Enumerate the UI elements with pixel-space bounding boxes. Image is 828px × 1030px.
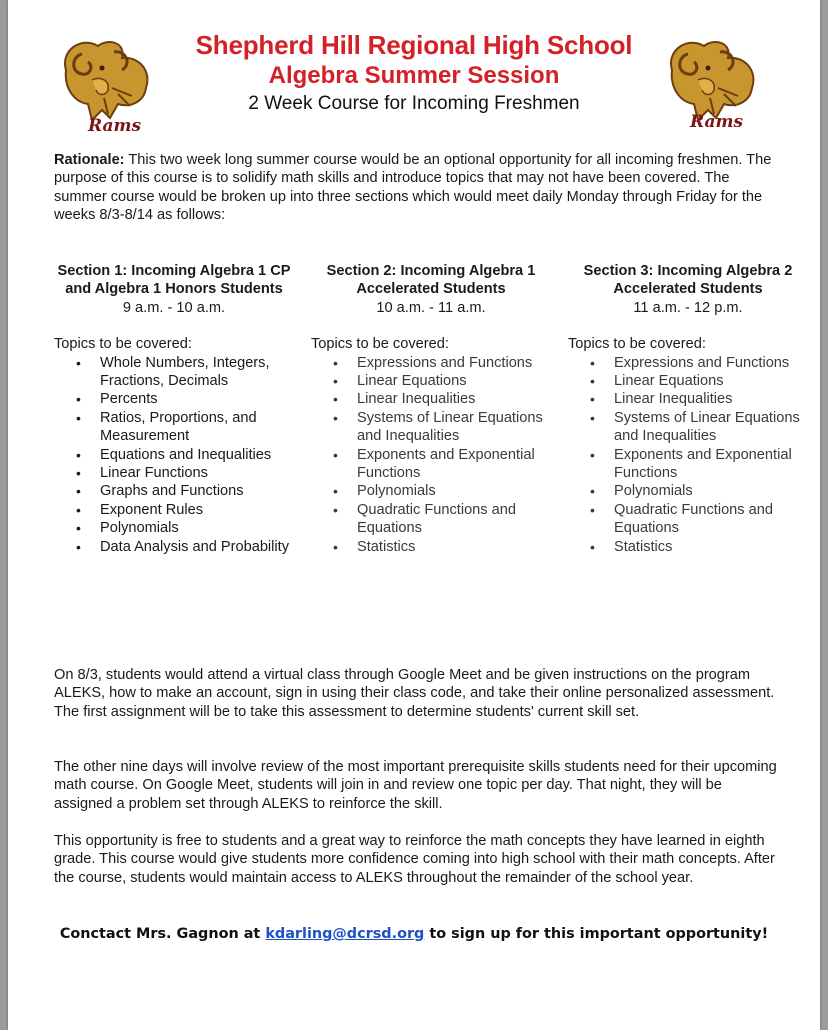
topic-item: • Expressions and Functions: [309, 354, 553, 372]
topic-item: • Polynomials: [309, 482, 553, 500]
document-page: [8, 0, 820, 1030]
contact-line: [8, 926, 820, 942]
topic-item: • Linear Inequalities: [566, 390, 810, 408]
topic-item: • Polynomials: [52, 519, 296, 537]
section-3-topic-list: [566, 354, 810, 556]
topic-item: • Percents: [52, 390, 296, 408]
section-3-time: 11 a.m. - 12 p.m.: [633, 299, 743, 316]
section-2-column: [309, 262, 553, 556]
topic-item: • Systems of Linear Equations and Inequalities: [566, 409, 810, 446]
section-1-topics-label: Topics to be covered:: [54, 336, 192, 353]
rams-logo-text-right: Rams: [690, 112, 744, 132]
section-3-topics-label: Topics to be covered:: [568, 336, 706, 353]
course-subtitle: 2 Week Course for Incoming Freshmen: [248, 93, 580, 114]
topic-item: • Ratios, Proportions, and Measurement: [52, 409, 296, 446]
topic-item: • Quadratic Functions and Equations: [309, 501, 553, 538]
topic-item: • Linear Equations: [566, 372, 810, 390]
contact-prefix: Conctact Mrs. Gagnon at: [59, 926, 266, 942]
topic-item: • Graphs and Functions: [52, 482, 296, 500]
body-paragraph-3: This opportunity is free to students and a great way to reinforce the math concepts they have learned in eighth grade. This course would give students more confidence coming into high school with their math concepts. After the course, students would maintain access to ALEKS throughout the remainder of the school year.: [54, 833, 775, 886]
session-title: Algebra Summer Session: [268, 62, 560, 89]
topic-item: • Linear Functions: [52, 464, 296, 482]
topic-item: • Statistics: [309, 538, 553, 556]
rationale-label: Rationale:: [54, 152, 125, 168]
section-2-title: Section 2: Incoming Algebra 1 Accelerated Students: [326, 263, 536, 298]
section-2-topics-label: Topics to be covered:: [311, 336, 449, 353]
rams-logo-text-left: Rams: [88, 116, 142, 136]
topic-item: • Linear Inequalities: [309, 390, 553, 408]
body-paragraph-1: On 8/3, students would attend a virtual class through Google Meet and be given instructions on the program ALEKS, how to make an account, sign in using their class code, and take their online personalized assessment. The first assignment will be to take this assessment to determine students' current skill set.: [54, 667, 775, 720]
contact-email-link[interactable]: kdarling@dcrsd.org: [265, 926, 425, 942]
school-title: Shepherd Hill Regional High School: [195, 30, 633, 60]
topic-item: • Statistics: [566, 538, 810, 556]
section-1-time: 9 a.m. - 10 a.m.: [122, 299, 226, 316]
section-1-column: [52, 262, 296, 556]
topic-item: • Exponents and Exponential Functions: [566, 446, 810, 483]
section-1-title: Section 1: Incoming Algebra 1 CP and Algebra 1 Honors Students: [57, 263, 291, 298]
contact-suffix: to sign up for this important opportunity!: [424, 926, 769, 942]
section-3-column: [566, 262, 810, 556]
topic-item: • Whole Numbers, Integers, Fractions, Decimals: [52, 354, 296, 391]
topic-item: • Expressions and Functions: [566, 354, 810, 372]
topic-item: • Exponent Rules: [52, 501, 296, 519]
section-1-topic-list: [52, 354, 296, 556]
topic-item: • Polynomials: [566, 482, 810, 500]
topic-item: • Exponents and Exponential Functions: [309, 446, 553, 483]
rationale-paragraph: [54, 151, 776, 225]
section-2-time: 10 a.m. - 11 a.m.: [376, 299, 486, 316]
section-2-topic-list: [309, 354, 553, 556]
topic-item: • Quadratic Functions and Equations: [566, 501, 810, 538]
section-3-title: Section 3: Incoming Algebra 2 Accelerated Students: [583, 263, 793, 298]
topic-item: • Equations and Inequalities: [52, 446, 296, 464]
topic-item: • Systems of Linear Equations and Inequalities: [309, 409, 553, 446]
rationale-text: This two week long summer course would be an optional opportunity for all incoming freshmen. The purpose of this course is to solidify math skills and introduce topics that may not have been covered. The summer course would be broken up into three sections which would meet daily Monday through Friday for the weeks 8/3-8/14 as follows:: [54, 152, 772, 224]
body-paragraph-2: The other nine days will involve review of the most important prerequisite skills students need for their upcoming math course. On Google Meet, students will join in and review one topic per day. That night, they will be assigned a problem set through ALEKS to reinforce the skill.: [54, 759, 777, 812]
topic-item: • Linear Equations: [309, 372, 553, 390]
topic-item: • Data Analysis and Probability: [52, 538, 296, 556]
